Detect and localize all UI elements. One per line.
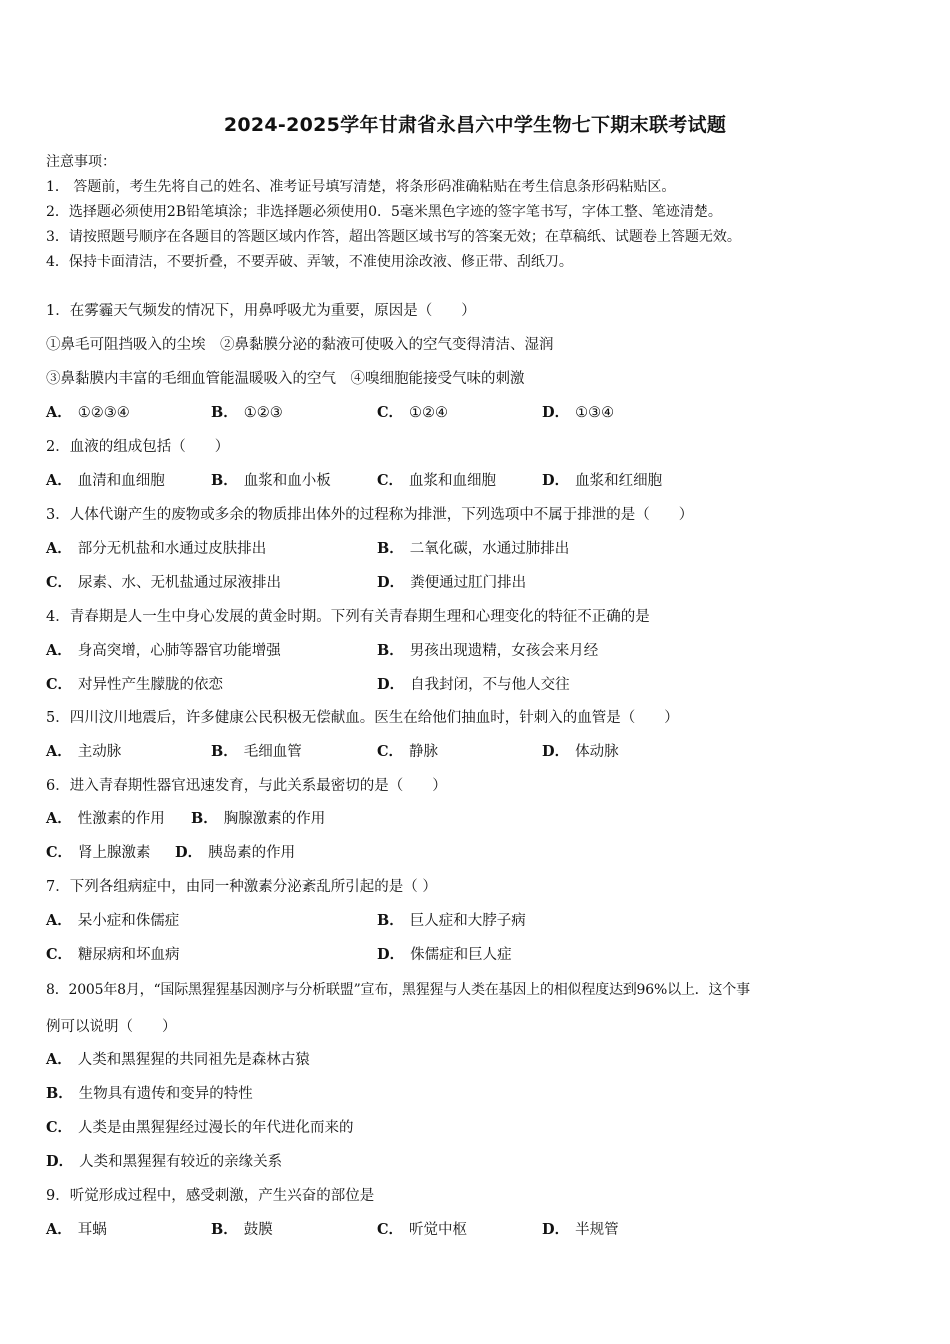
option-text: 男孩出现遗精，女孩会来月经 (409, 643, 599, 659)
question-5-option-b (211, 742, 302, 762)
question-5-option-c (377, 742, 438, 762)
option-text: 对异性产生朦胧的依恋 (78, 677, 224, 693)
option-letter: D． (46, 1153, 74, 1170)
question-4-option-c (46, 675, 223, 695)
option-text: 耳蜗 (77, 1222, 107, 1238)
question-2-option-d (542, 471, 662, 491)
option-letter: D． (542, 743, 570, 760)
question-5-stem: 5．四川汶川地震后，许多健康公民积极无偿献血。医生在给他们抽血时，针刺入的血管是（ ） (46, 710, 679, 726)
option-letter: A． (46, 1051, 72, 1068)
option-text: 尿素、水、无机盐通过尿液排出 (78, 575, 282, 591)
question-4-option-d (377, 675, 570, 695)
option-text: 人类和黑猩猩的共同祖先是森林古猿 (77, 1052, 310, 1068)
option-letter: A． (46, 404, 72, 421)
option-letter: C． (46, 946, 73, 963)
option-letter: C． (46, 844, 73, 861)
question-2-option-b (211, 471, 331, 491)
question-3-option-a (46, 539, 266, 559)
option-letter: A． (46, 743, 72, 760)
option-letter: A． (46, 1221, 72, 1238)
question-9-option-a (46, 1220, 107, 1240)
question-8-stem: 8．2005年8月，“国际黑猩猩基因测序与分析联盟”宣布，黑猩猩与人类在基因上的相似程度达到96%以上．这个事 (46, 982, 750, 998)
question-1-statement: ③鼻黏膜内丰富的毛细血管能温暖吸入的空气 ④嗅细胞能接受气味的刺激 (46, 371, 525, 387)
option-letter: B． (211, 743, 238, 760)
option-text: 血浆和红细胞 (575, 473, 663, 489)
option-letter: D． (542, 1221, 570, 1238)
option-text: 毛细血管 (243, 744, 302, 760)
question-5-option-a (46, 742, 121, 762)
option-text: 自我封闭，不与他人交往 (410, 677, 570, 693)
option-letter: B． (377, 642, 404, 659)
option-text: ①②③ (243, 405, 283, 421)
option-letter: A． (46, 540, 72, 557)
option-text: 血清和血细胞 (77, 473, 165, 489)
option-text: 二氧化碳，水通过肺排出 (409, 541, 570, 557)
question-4-option-b (377, 641, 598, 661)
option-text: 身高突增，心肺等器官功能增强 (77, 643, 281, 659)
option-text: 侏儒症和巨人症 (410, 947, 512, 963)
option-letter: C． (377, 1221, 404, 1238)
notice-item: 2．选择题必须使用2B铅笔填涂；非选择题必须使用0．5毫米黑色字迹的签字笔书写，字体工整、笔迹清楚。 (46, 204, 722, 220)
option-letter: C． (46, 1119, 73, 1136)
question-3-option-d (377, 573, 526, 593)
option-text: 巨人症和大脖子病 (409, 913, 526, 929)
question-7-stem: 7．下列各组病症中，由同一种激素分泌紊乱所引起的是（ ） (46, 879, 437, 895)
question-1-option-a (46, 403, 130, 423)
option-letter: C． (377, 743, 404, 760)
question-6-stem: 6．进入青春期性器官迅速发育，与此关系最密切的是（ ） (46, 778, 447, 794)
question-3-stem: 3．人体代谢产生的废物或多余的物质排出体外的过程称为排泄，下列选项中不属于排泄的是（ ） (46, 507, 694, 523)
question-8-option-d (46, 1152, 282, 1172)
option-letter: B． (46, 1085, 73, 1102)
question-2-stem: 2．血液的组成包括（ ） (46, 439, 230, 455)
question-5-option-d (542, 742, 619, 762)
question-8-option-b (46, 1084, 253, 1104)
option-letter: D． (542, 404, 570, 421)
question-7-option-c (46, 945, 180, 965)
option-text: 人类和黑猩猩有较近的亲缘关系 (79, 1154, 283, 1170)
option-text: 生物具有遗传和变异的特性 (78, 1086, 253, 1102)
option-text: 半规管 (575, 1222, 619, 1238)
question-6-option-a (46, 809, 165, 829)
option-letter: B． (211, 404, 238, 421)
option-text: ①②③④ (77, 405, 130, 421)
question-6-option-d (175, 843, 295, 863)
option-text: 性激素的作用 (77, 811, 165, 827)
option-text: 主动脉 (77, 744, 122, 760)
question-2-option-a (46, 471, 165, 491)
notice-item: 4．保持卡面清洁，不要折叠，不要弄破、弄皱，不准使用涂改液、修正带、刮纸刀。 (46, 254, 573, 270)
option-letter: A． (46, 912, 72, 929)
page-title: 2024-2025学年甘肃省永昌六中学生物七下期末联考试题 (223, 114, 727, 136)
option-letter: C． (377, 404, 404, 421)
question-9-option-c (377, 1220, 467, 1240)
notice-heading: 注意事项： (46, 154, 116, 170)
question-8-option-a (46, 1050, 310, 1070)
notice-item: 1． 答题前，考生先将自己的姓名、准考证号填写清楚，将条形码准确粘贴在考生信息条形码粘贴区。 (46, 179, 676, 195)
option-letter: C． (46, 676, 73, 693)
question-8-stem-continued: 例可以说明（ ） (46, 1019, 177, 1035)
option-letter: B． (191, 810, 218, 827)
option-text: 肾上腺激素 (78, 845, 151, 861)
notice-item: 3．请按照题号顺序在各题目的答题区域内作答，超出答题区域书写的答案无效；在草稿纸、试题卷上答题无效。 (46, 229, 741, 245)
option-text: 静脉 (409, 744, 439, 760)
question-6-option-b (191, 809, 325, 829)
question-1-statement: ①鼻毛可阻挡吸入的尘埃 ②鼻黏膜分泌的黏液可使吸入的空气变得清洁、湿润 (46, 337, 554, 353)
question-7-option-b (377, 911, 526, 931)
question-7-option-a (46, 911, 179, 931)
option-text: 血浆和血小板 (243, 473, 331, 489)
option-letter: C． (377, 472, 404, 489)
option-text: 血浆和血细胞 (409, 473, 497, 489)
question-3-option-b (377, 539, 569, 559)
question-1-stem: 1．在雾霾天气频发的情况下，用鼻呼吸尤为重要，原因是（ ） (46, 303, 476, 319)
question-8-option-c (46, 1118, 354, 1138)
option-text: ①③④ (575, 405, 615, 421)
option-letter: B． (377, 912, 404, 929)
option-letter: D． (175, 844, 203, 861)
option-letter: B． (211, 472, 238, 489)
option-letter: C． (46, 574, 73, 591)
question-4-option-a (46, 641, 281, 661)
option-text: 呆小症和侏儒症 (77, 913, 180, 929)
option-letter: D． (377, 574, 405, 591)
question-1-option-b (211, 403, 283, 423)
option-text: 鼓膜 (243, 1222, 273, 1238)
question-1-option-d (542, 403, 614, 423)
question-9-option-d (542, 1220, 619, 1240)
option-text: 胸腺激素的作用 (223, 811, 326, 827)
option-letter: A． (46, 642, 72, 659)
question-4-stem: 4．青春期是人一生中身心发展的黄金时期。下列有关青春期生理和心理变化的特征不正确的是 (46, 609, 650, 625)
option-letter: B． (211, 1221, 238, 1238)
option-letter: D． (377, 946, 405, 963)
question-6-option-c (46, 843, 151, 863)
question-3-option-c (46, 573, 281, 593)
option-text: 糖尿病和坏血病 (78, 947, 180, 963)
option-text: ①②④ (409, 405, 449, 421)
option-text: 部分无机盐和水通过皮肤排出 (77, 541, 267, 557)
option-letter: D． (377, 676, 405, 693)
question-7-option-d (377, 945, 512, 965)
option-text: 体动脉 (575, 744, 619, 760)
option-text: 人类是由黑猩猩经过漫长的年代进化而来的 (78, 1120, 354, 1136)
option-letter: A． (46, 472, 72, 489)
option-letter: A． (46, 810, 72, 827)
option-text: 胰岛素的作用 (208, 845, 296, 861)
option-text: 粪便通过肛门排出 (410, 575, 527, 591)
question-2-option-c (377, 471, 496, 491)
question-9-stem: 9．听觉形成过程中，感受刺激，产生兴奋的部位是 (46, 1188, 375, 1204)
option-letter: D． (542, 472, 570, 489)
question-1-option-c (377, 403, 448, 423)
option-letter: B． (377, 540, 404, 557)
option-text: 听觉中枢 (409, 1222, 468, 1238)
question-9-option-b (211, 1220, 273, 1240)
